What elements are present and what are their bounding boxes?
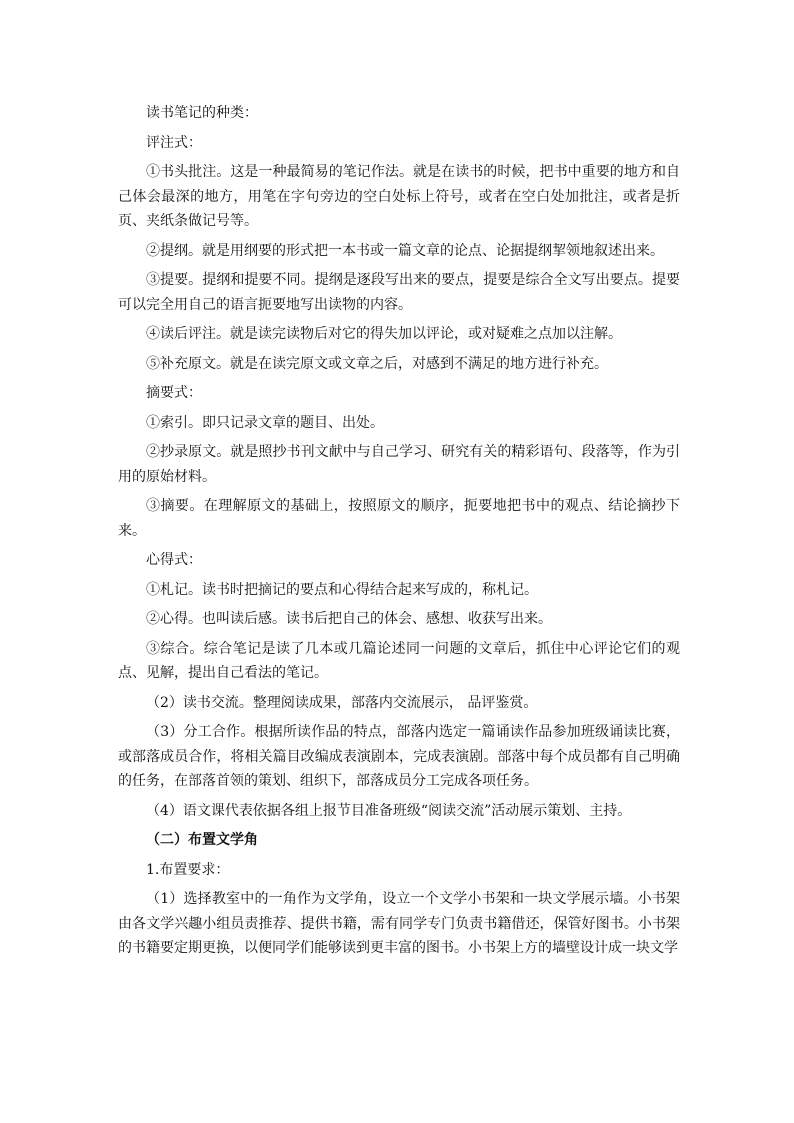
paragraph: ①书头批注。这是一种最简易的笔记作法。就是在读书的时候，把书中重要的地方和自己体会最深的地方，用笔在字句旁边的空白处标上符号，或者在空白处加批注，或者是折页、夹纸条做记号等。 [118, 164, 680, 229]
paragraph: ③综合。综合笔记是读了几本或几篇论述同一问题的文章后，抓住中心评论它们的观点、见解，提出自己看法的笔记。 [118, 640, 680, 681]
paragraph: ①札记。读书时把摘记的要点和心得结合起来写成的，称札记。 [146, 581, 538, 598]
paragraph: （3）分工合作。根据所读作品的特点，部落内选定一篇诵读作品参加班级诵读比赛，或部落成员合作，将相关篇目改编成表演剧本，完成表演剧。部落中每个成员都有自己明确的任务，在部落首领的策划、组织下，部落成员分工完成各项任务。 [118, 724, 680, 789]
paragraph: 摘要式： [146, 385, 202, 401]
paragraph: 1.布置要求： [146, 861, 230, 878]
paragraph: ③摘要。在理解原文的基础上，按照原文的顺序，扼要地把书中的观点、结论摘抄下来。 [118, 498, 680, 539]
paragraph: ①索引。即只记录文章的题目、出处。 [146, 414, 384, 431]
section-heading: （二）布置文学角 [146, 832, 258, 848]
paragraph: 评注式： [146, 134, 202, 151]
paragraph: （1）选择教室中的一角作为文学角，设立一个文学小书架和一块文学展示墙。小书架由各文学兴趣小组员责推荐、提供书籍，需有同学专门负责书籍借还，保管好图书。小书架的书籍要定期更换，以便同学们能够读到更丰富的图书。小书架上方的墙壁设计成一块文学 [118, 891, 680, 956]
paragraph: （2）读书交流。整理阅读成果，部落内交流展示， 品评鉴赏。 [146, 694, 538, 711]
paragraph: ③提要。提纲和提要不同。提纲是逐段写出来的要点，提要是综合全文写出要点。提要可以完全用自己的语言扼要地写出读物的内容。 [118, 272, 680, 313]
paragraph: ⑤补充原文。就是在读完原文或文章之后，对感到不满足的地方进行补充。 [146, 355, 608, 372]
paragraph: ④读后评注。就是读完读物后对它的得失加以评论，或对疑难之点加以注解。 [146, 326, 622, 342]
paragraph: ②心得。也叫读后感。读书后把自己的体会、感想、收获写出来。 [146, 611, 552, 627]
paragraph: ②抄录原文。就是照抄书刊文献中与自己学习、研究有关的精彩语句、段落等，作为引用的原始材料。 [118, 444, 680, 485]
paragraph: ②提纲。就是用纲要的形式把一本书或一篇文章的论点、论据提纲挈领地叙述出来。 [146, 242, 664, 259]
paragraph: 心得式： [146, 552, 202, 568]
document-body [118, 101, 680, 966]
paragraph: 读书笔记的种类： [146, 105, 258, 121]
paragraph: （4）语文课代表依据各组上报节目准备班级“阅读交流”活动展示策划、主持。 [146, 802, 632, 819]
